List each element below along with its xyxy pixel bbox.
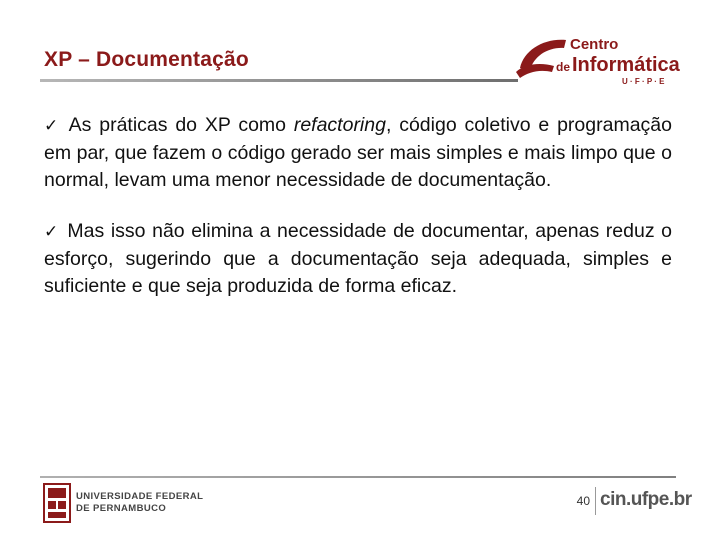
cin-logo-line2: Informática: [572, 54, 680, 76]
ufpe-name-line2: DE PERNAMBUCO: [76, 503, 167, 514]
bullet-2-text: Mas isso não elimina a necessidade de documentar, apenas reduz o esforço, sugerindo que a documentação seja adequada, simples e suficiente e que seja produzida de forma eficaz.: [44, 220, 673, 297]
ufpe-crest-icon: [42, 482, 72, 524]
cin-logo-line3: U · F · P · E: [622, 77, 665, 86]
slide-content: [44, 112, 672, 324]
footer-line: [40, 476, 676, 478]
cin-url: cin.ufpe.br: [600, 489, 692, 510]
page-number: 40: [576, 494, 590, 508]
ufpe-name: [76, 491, 203, 515]
bullet-1-text-em: refactoring: [293, 114, 386, 136]
cin-logo-line2-prefix: de: [556, 60, 571, 74]
bullet-1: [44, 112, 672, 194]
checkmark-icon: ✓: [44, 116, 61, 136]
bullet-1-text-a: As práticas do XP como: [68, 114, 294, 136]
cin-logo-icon: [514, 28, 686, 88]
footer-divider: [595, 487, 596, 515]
slide-title: XP – Documentação: [44, 48, 249, 71]
title-underline: [40, 79, 518, 82]
bullet-2: [44, 218, 672, 300]
ufpe-name-line1: UNIVERSIDADE FEDERAL: [76, 491, 204, 502]
checkmark-icon: ✓: [44, 222, 60, 242]
bullet-1-text-b: , código coletivo e programação em par, que fazem o código gerado ser mais simples e mais limpo que o normal, levam uma menor necessidade de documentação.: [44, 114, 672, 191]
cin-logo-line1: Centro: [570, 36, 619, 53]
